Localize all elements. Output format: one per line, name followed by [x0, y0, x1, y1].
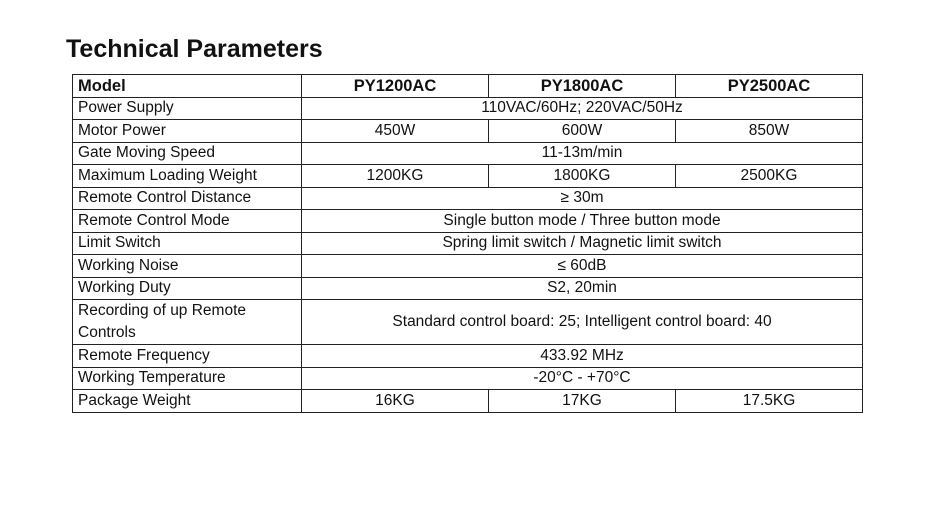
row-label: Power Supply	[73, 97, 302, 120]
table-row	[73, 210, 863, 233]
row-value: Standard control board: 25; Intelligent control board: 40	[302, 300, 863, 345]
row-value: S2, 20min	[302, 277, 863, 300]
table-row	[73, 390, 863, 413]
row-value: 600W	[489, 120, 676, 143]
row-value: 450W	[302, 120, 489, 143]
row-label: Limit Switch	[73, 232, 302, 255]
row-value: ≤ 60dB	[302, 255, 863, 278]
row-value: -20°C - +70°C	[302, 367, 863, 390]
table-row	[73, 165, 863, 188]
table-row	[73, 142, 863, 165]
technical-parameters-table	[72, 74, 863, 413]
row-value: 2500KG	[676, 165, 863, 188]
row-label: Maximum Loading Weight	[73, 165, 302, 188]
row-label: Remote Frequency	[73, 345, 302, 368]
row-label: Package Weight	[73, 390, 302, 413]
table-row	[73, 187, 863, 210]
row-value: 17KG	[489, 390, 676, 413]
header-cell-py2500ac: PY2500AC	[676, 75, 863, 98]
row-value: 433.92 MHz	[302, 345, 863, 368]
table-header-row	[73, 75, 863, 98]
row-value: 1200KG	[302, 165, 489, 188]
row-value: 110VAC/60Hz; 220VAC/50Hz	[302, 97, 863, 120]
row-label: Recording of up Remote Controls	[73, 300, 302, 345]
header-cell-model: Model	[73, 75, 302, 98]
row-label: Gate Moving Speed	[73, 142, 302, 165]
table-row	[73, 120, 863, 143]
table-row	[73, 277, 863, 300]
table-row	[73, 97, 863, 120]
table-row	[73, 255, 863, 278]
row-value: Spring limit switch / Magnetic limit switch	[302, 232, 863, 255]
row-label: Motor Power	[73, 120, 302, 143]
row-label: Remote Control Distance	[73, 187, 302, 210]
table-row	[73, 345, 863, 368]
row-value: Single button mode / Three button mode	[302, 210, 863, 233]
row-label: Working Duty	[73, 277, 302, 300]
row-label: Working Noise	[73, 255, 302, 278]
page-title: Technical Parameters	[66, 35, 323, 63]
row-value: 17.5KG	[676, 390, 863, 413]
table-row	[73, 300, 863, 345]
header-cell-py1200ac: PY1200AC	[302, 75, 489, 98]
row-label: Remote Control Mode	[73, 210, 302, 233]
row-value: 11-13m/min	[302, 142, 863, 165]
row-value: 1800KG	[489, 165, 676, 188]
table-row	[73, 232, 863, 255]
row-label: Working Temperature	[73, 367, 302, 390]
table-row	[73, 367, 863, 390]
row-value: 16KG	[302, 390, 489, 413]
row-value: 850W	[676, 120, 863, 143]
header-cell-py1800ac: PY1800AC	[489, 75, 676, 98]
row-value: ≥ 30m	[302, 187, 863, 210]
